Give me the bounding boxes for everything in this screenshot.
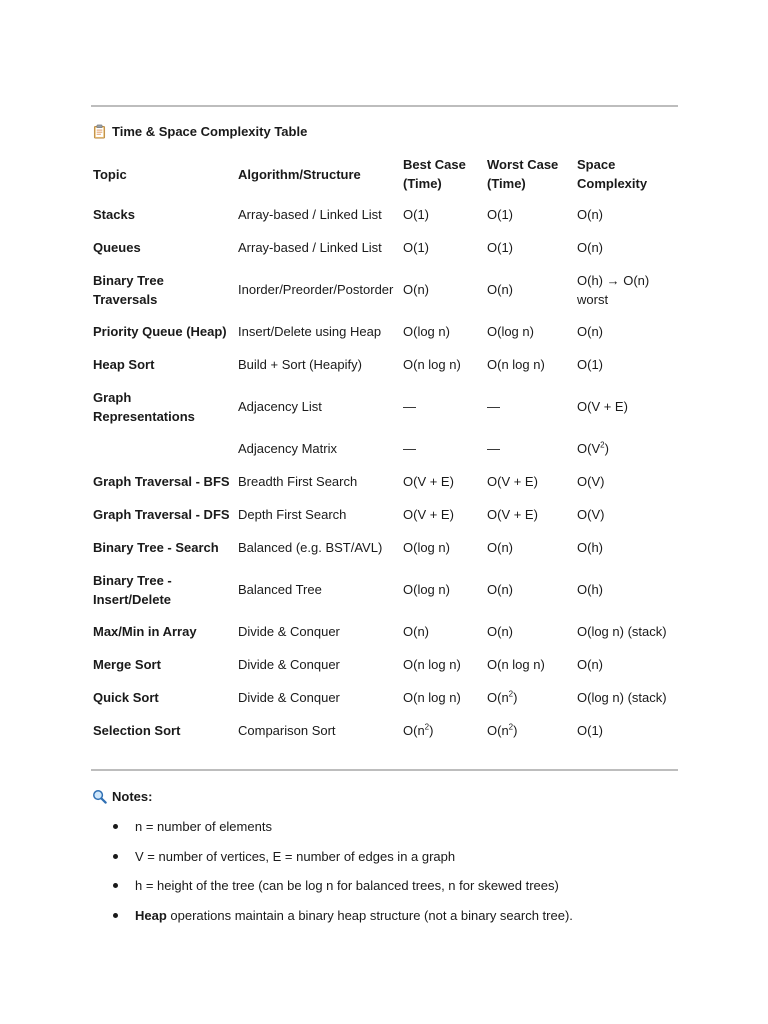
cell-worst [483, 681, 573, 714]
cell-topic: Binary Tree Traversals [93, 272, 164, 307]
cell-algorithm: Divide & Conquer [238, 624, 340, 639]
table-title-text: Time & Space Complexity Table [112, 124, 308, 139]
list-item [93, 812, 693, 842]
cell-space [573, 432, 679, 465]
cell-best: O(n) [403, 282, 429, 297]
cell-algorithm: Adjacency List [238, 399, 322, 414]
worst-exponent: 2 [508, 722, 514, 732]
header-best-line2: (Time) [403, 176, 442, 191]
cell-best: O(log n) [403, 540, 450, 555]
table-row [89, 381, 679, 432]
cell-topic: Graph Traversal - BFS [93, 474, 230, 489]
cell-topic: Priority Queue (Heap) [93, 324, 227, 339]
cell-topic: Heap Sort [93, 357, 155, 372]
cell-topic: Selection Sort [93, 723, 181, 738]
table-section-title [92, 124, 307, 139]
best-close-text: ) [429, 723, 434, 738]
cell-space: O(log n) (stack) [577, 624, 667, 639]
cell-worst: — [487, 399, 500, 414]
header-best-case [399, 150, 483, 198]
header-algorithm: Algorithm/Structure [238, 166, 361, 182]
cell-worst: O(V + E) [487, 474, 538, 489]
space-close-text: ) [604, 441, 609, 456]
cell-topic: Merge Sort [93, 657, 161, 672]
cell-best: O(log n) [403, 582, 450, 597]
header-space-line2: Complexity [577, 176, 648, 191]
table-header-row [89, 150, 679, 198]
cell-best: O(V + E) [403, 474, 454, 489]
header-worst-case [483, 150, 573, 198]
complexity-table [89, 150, 679, 747]
cell-topic: Quick Sort [93, 690, 159, 705]
cell-worst [483, 714, 573, 747]
cell-algorithm: Insert/Delete using Heap [238, 324, 382, 339]
cell-worst: O(n log n) [487, 657, 545, 672]
worst-base-text: O(n [487, 723, 509, 738]
cell-best: O(n) [403, 624, 429, 639]
table-row [89, 231, 679, 264]
cell-space: O(V) [577, 474, 605, 489]
cell-algorithm: Inorder/Preorder/Postorder [238, 282, 394, 297]
header-worst-line1: Worst Case [487, 157, 559, 172]
cell-algorithm: Depth First Search [238, 507, 347, 522]
table-row [89, 198, 679, 231]
note-bold-term: Heap [135, 907, 167, 923]
cell-best: — [403, 441, 416, 456]
note-text: h = height of the tree (can be log n for balanced trees, n for skewed trees) [135, 878, 559, 893]
header-space [573, 150, 679, 198]
cell-algorithm: Divide & Conquer [238, 657, 340, 672]
cell-space: O(V) [577, 507, 605, 522]
best-base-text: O(n [403, 723, 425, 738]
cell-best [399, 714, 483, 747]
cell-worst: O(n) [487, 624, 513, 639]
note-text: n = number of elements [135, 819, 272, 834]
cell-algorithm: Array-based / Linked List [238, 240, 382, 255]
cell-space: O(h) [577, 582, 603, 597]
cell-space: O(1) [577, 357, 603, 372]
worst-close-text: ) [513, 690, 518, 705]
cell-algorithm: Balanced Tree [238, 582, 322, 597]
cell-algorithm: Breadth First Search [238, 474, 358, 489]
cell-algorithm: Divide & Conquer [238, 690, 340, 705]
cell-worst: O(1) [487, 207, 513, 222]
cell-topic: Stacks [93, 207, 135, 222]
cell-best: O(n log n) [403, 357, 461, 372]
magnifier-icon [92, 789, 107, 804]
table-row [89, 465, 679, 498]
cell-algorithm: Comparison Sort [238, 723, 336, 738]
cell-worst: O(V + E) [487, 507, 538, 522]
list-item [93, 842, 693, 872]
notes-title-text: Notes: [112, 789, 153, 804]
cell-space: O(1) [577, 723, 603, 738]
cell-space: O(n) [577, 657, 603, 672]
cell-worst: — [487, 441, 500, 456]
notes-section-title [92, 789, 152, 804]
cell-topic: Graph Representations [93, 389, 195, 424]
best-exponent: 2 [424, 722, 430, 732]
header-space-line1: Space [577, 157, 616, 172]
table-row [89, 315, 679, 348]
table-row [89, 564, 679, 615]
table-row [89, 615, 679, 648]
cell-algorithm: Balanced (e.g. BST/AVL) [238, 540, 383, 555]
cell-worst: O(n) [487, 540, 513, 555]
cell-best: O(n log n) [403, 657, 461, 672]
table-row [89, 681, 679, 714]
worst-base-text: O(n [487, 690, 509, 705]
header-best-line1: Best Case [403, 157, 466, 172]
cell-best: — [403, 399, 416, 414]
table-row [89, 348, 679, 381]
list-item [93, 871, 693, 901]
top-divider [91, 105, 678, 107]
cell-worst: O(1) [487, 240, 513, 255]
cell-topic: Binary Tree - Search [93, 540, 219, 555]
table-row [89, 264, 679, 315]
note-text: operations maintain a binary heap structure (not a binary search tree). [166, 907, 573, 923]
cell-best: O(log n) [403, 324, 450, 339]
cell-worst: O(n) [487, 282, 513, 297]
table-row [89, 714, 679, 747]
cell-space: O(h) [577, 540, 603, 555]
cell-topic: Max/Min in Array [93, 624, 197, 639]
cell-space: O(V + E) [577, 399, 628, 414]
table-row [89, 648, 679, 681]
cell-worst: O(n) [487, 582, 513, 597]
cell-space: O(n) [577, 207, 603, 222]
cell-algorithm: Adjacency Matrix [238, 441, 337, 456]
list-item [93, 901, 693, 931]
cell-worst: O(n log n) [487, 357, 545, 372]
worst-close-text: ) [513, 723, 518, 738]
cell-algorithm: Build + Sort (Heapify) [238, 357, 362, 372]
cell-space: O(n) [577, 240, 603, 255]
cell-topic: Graph Traversal - DFS [93, 507, 230, 522]
cell-topic: Binary Tree - Insert/Delete [93, 572, 172, 607]
space-exponent: 2 [600, 440, 605, 450]
cell-space: O(n) [577, 324, 603, 339]
table-row [89, 432, 679, 465]
worst-exponent: 2 [508, 689, 514, 699]
cell-best: O(n log n) [403, 690, 461, 705]
table-row [89, 498, 679, 531]
header-worst-line2: (Time) [487, 176, 526, 191]
clipboard-icon [92, 124, 107, 139]
cell-algorithm: Array-based / Linked List [238, 207, 382, 222]
cell-space: O(h) → O(n) worst [577, 272, 650, 307]
section-divider [91, 769, 678, 771]
cell-space: O(log n) (stack) [577, 690, 667, 705]
cell-worst: O(log n) [487, 324, 534, 339]
cell-best: O(1) [403, 207, 429, 222]
cell-best: O(1) [403, 240, 429, 255]
notes-list [93, 812, 693, 930]
cell-best: O(V + E) [403, 507, 454, 522]
table-row [89, 531, 679, 564]
header-topic: Topic [93, 166, 127, 182]
cell-topic: Queues [93, 240, 141, 255]
space-base-text: O(V [577, 441, 601, 456]
note-text: V = number of vertices, E = number of edges in a graph [135, 848, 456, 864]
cell-topic [89, 432, 234, 465]
